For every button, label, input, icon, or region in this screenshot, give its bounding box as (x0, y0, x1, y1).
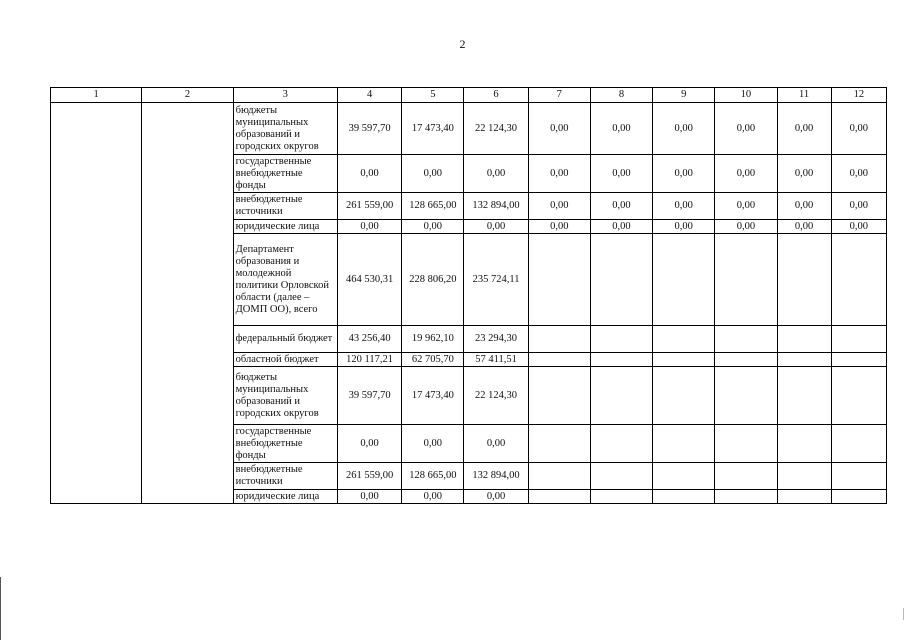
merged-cell-col2 (142, 103, 233, 504)
value-cell: 0,00 (653, 220, 715, 234)
value-cell (777, 490, 831, 504)
row-label: внебюджетные источники (233, 463, 337, 490)
table-body (51, 103, 887, 504)
budget-table (50, 87, 887, 504)
value-cell: 0,00 (590, 103, 652, 155)
value-cell: 0,00 (831, 155, 886, 193)
value-cell: 0,00 (337, 220, 401, 234)
value-cell: 128 665,00 (402, 193, 464, 220)
value-cell: 132 894,00 (464, 193, 528, 220)
value-cell: 0,00 (402, 425, 464, 463)
value-cell (715, 326, 777, 353)
value-cell: 0,00 (402, 155, 464, 193)
value-cell (528, 326, 590, 353)
scan-edge-line (0, 577, 1, 640)
value-cell: 0,00 (464, 490, 528, 504)
value-cell: 0,00 (653, 103, 715, 155)
value-cell: 0,00 (715, 155, 777, 193)
value-cell (777, 463, 831, 490)
value-cell (528, 367, 590, 425)
merged-cell-col1 (51, 103, 142, 504)
value-cell: 19 962,10 (402, 326, 464, 353)
value-cell: 17 473,40 (402, 103, 464, 155)
value-cell (590, 367, 652, 425)
value-cell (715, 463, 777, 490)
value-cell (653, 425, 715, 463)
value-cell: 22 124,30 (464, 367, 528, 425)
value-cell: 0,00 (528, 103, 590, 155)
value-cell: 0,00 (831, 220, 886, 234)
value-cell: 120 117,21 (337, 353, 401, 367)
value-cell (653, 463, 715, 490)
value-cell (590, 425, 652, 463)
row-label: федеральный бюджет (233, 326, 337, 353)
value-cell: 17 473,40 (402, 367, 464, 425)
value-cell: 0,00 (590, 155, 652, 193)
value-cell (777, 367, 831, 425)
value-cell: 0,00 (464, 155, 528, 193)
value-cell: 0,00 (831, 193, 886, 220)
column-header: 3 (233, 88, 337, 103)
column-header: 5 (402, 88, 464, 103)
value-cell (831, 326, 886, 353)
value-cell (590, 463, 652, 490)
value-cell (653, 234, 715, 326)
value-cell: 0,00 (831, 103, 886, 155)
column-header: 9 (653, 88, 715, 103)
value-cell: 261 559,00 (337, 463, 401, 490)
value-cell: 0,00 (777, 193, 831, 220)
column-header: 12 (831, 88, 886, 103)
value-cell: 0,00 (653, 155, 715, 193)
value-cell (590, 353, 652, 367)
value-cell: 0,00 (337, 425, 401, 463)
value-cell: 0,00 (777, 103, 831, 155)
value-cell: 0,00 (653, 193, 715, 220)
value-cell: 0,00 (715, 193, 777, 220)
value-cell (831, 425, 886, 463)
row-label: бюджеты муниципальных образований и городских округов (233, 103, 337, 155)
value-cell (777, 326, 831, 353)
value-cell (831, 353, 886, 367)
value-cell: 0,00 (337, 155, 401, 193)
value-cell: 0,00 (528, 220, 590, 234)
row-label: Департамент образования и молодежной политики Орловской области (далее – ДОМП ОО), всего (233, 234, 337, 326)
value-cell: 0,00 (777, 155, 831, 193)
value-cell: 39 597,70 (337, 103, 401, 155)
value-cell (653, 367, 715, 425)
row-label: внебюджетные источники (233, 193, 337, 220)
row-label: юридические лица (233, 220, 337, 234)
value-cell (653, 353, 715, 367)
value-cell (777, 234, 831, 326)
value-cell (831, 367, 886, 425)
column-header: 4 (337, 88, 401, 103)
value-cell (715, 353, 777, 367)
row-label: бюджеты муниципальных образований и городских округов (233, 367, 337, 425)
column-header: 2 (142, 88, 233, 103)
value-cell (653, 490, 715, 504)
value-cell: 261 559,00 (337, 193, 401, 220)
value-cell: 128 665,00 (402, 463, 464, 490)
value-cell (715, 425, 777, 463)
table-row (51, 103, 887, 155)
value-cell (715, 367, 777, 425)
value-cell: 0,00 (590, 220, 652, 234)
value-cell (831, 490, 886, 504)
value-cell (590, 490, 652, 504)
value-cell (777, 353, 831, 367)
value-cell: 23 294,30 (464, 326, 528, 353)
row-label: областной бюджет (233, 353, 337, 367)
scan-edge-mark (903, 608, 904, 620)
value-cell: 464 530,31 (337, 234, 401, 326)
value-cell: 57 411,51 (464, 353, 528, 367)
value-cell (653, 326, 715, 353)
column-header: 10 (715, 88, 777, 103)
value-cell: 22 124,30 (464, 103, 528, 155)
value-cell (777, 425, 831, 463)
value-cell: 235 724,11 (464, 234, 528, 326)
value-cell: 0,00 (402, 220, 464, 234)
value-cell (528, 234, 590, 326)
row-label: юридические лица (233, 490, 337, 504)
value-cell (715, 490, 777, 504)
value-cell: 132 894,00 (464, 463, 528, 490)
row-label: государственные внебюджетные фонды (233, 155, 337, 193)
value-cell: 0,00 (464, 220, 528, 234)
header-row (51, 88, 887, 103)
value-cell: 0,00 (590, 193, 652, 220)
value-cell: 39 597,70 (337, 367, 401, 425)
value-cell: 0,00 (715, 220, 777, 234)
value-cell: 0,00 (528, 155, 590, 193)
value-cell (831, 463, 886, 490)
row-label: государственные внебюджетные фонды (233, 425, 337, 463)
value-cell (528, 490, 590, 504)
value-cell (831, 234, 886, 326)
column-header: 7 (528, 88, 590, 103)
column-header: 8 (590, 88, 652, 103)
value-cell: 62 705,70 (402, 353, 464, 367)
value-cell: 0,00 (715, 103, 777, 155)
value-cell (528, 463, 590, 490)
value-cell (715, 234, 777, 326)
value-cell (590, 234, 652, 326)
value-cell: 0,00 (528, 193, 590, 220)
value-cell: 0,00 (402, 490, 464, 504)
value-cell: 228 806,20 (402, 234, 464, 326)
column-header: 1 (51, 88, 142, 103)
value-cell (528, 353, 590, 367)
value-cell: 0,00 (777, 220, 831, 234)
value-cell: 43 256,40 (337, 326, 401, 353)
value-cell (590, 326, 652, 353)
column-header: 11 (777, 88, 831, 103)
value-cell (528, 425, 590, 463)
column-header: 6 (464, 88, 528, 103)
value-cell: 0,00 (337, 490, 401, 504)
value-cell: 0,00 (464, 425, 528, 463)
page-number: 2 (459, 37, 466, 51)
